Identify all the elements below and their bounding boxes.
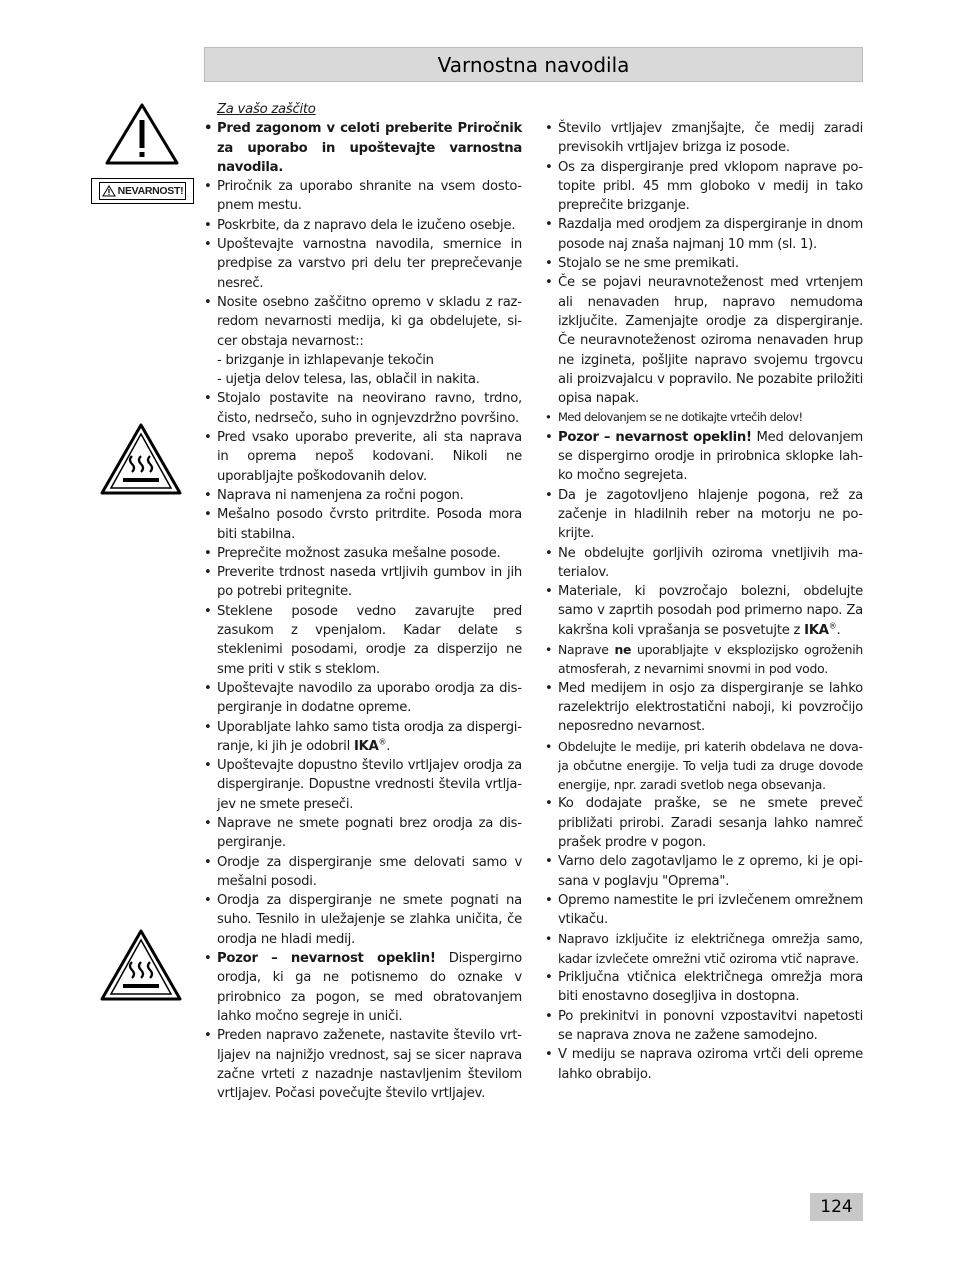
list-item: • Upoštevajte dopustno število vrtljajev orodja za dispergiranje. Dopustne vrednosti števila vrtljajev ne smete preseči. — [204, 756, 522, 814]
list-item: • Naprave ne smete pognati brez orodja za dispergiranje. — [204, 814, 522, 853]
list-item: • Pred vsako uporabo preverite, ali sta naprava in oprema nepoš kodovani. Nikoli ne uporabljajte poškodovanih delov. — [204, 428, 522, 486]
list-item: • Ko dodajate praške, se ne smete preveč približati prirobi. Zaradi sesanja lahko namreč prašek prodre v pogon. — [545, 794, 863, 852]
list-item: • Naprava ni namenjena za ročni pogon. — [204, 486, 522, 505]
small-warning-icon — [102, 185, 116, 197]
right-column — [545, 119, 863, 1084]
list-item: • Priročnik za uporabo shranite na vsem dostopnem mestu. — [204, 177, 522, 216]
page-title-bar — [204, 47, 863, 82]
list-item: • Mešalno posodo čvrsto pritrdite. Posoda mora biti stabilna. — [204, 505, 522, 544]
list-item-text: Uporabljate lahko samo tista orodja za dispergiranje, ki jih je odobril — [217, 719, 522, 754]
page-title: Varnostna navodila — [437, 52, 630, 77]
list-item: • Napravo izključite iz električnega omrežja samo, kadar izvlečete omrežni vtič oziroma vtič naprave. — [545, 929, 863, 968]
page-number — [810, 1193, 863, 1221]
hot-surface-icon — [99, 422, 183, 496]
list-item: • Priključna vtičnica električnega omrežja mora biti enostavno dosegljiva in dostopna. — [545, 968, 863, 1007]
list-item: • Opremo namestite le pri izvlečenem omrežnem vtikaču. — [545, 891, 863, 930]
page-number-text: 124 — [820, 1197, 853, 1217]
list-item: • Preverite trdnost naseda vrtljivih gumbov in jih po potrebi pritegnite. — [204, 563, 522, 602]
danger-label — [91, 178, 194, 204]
list-item: • Orodje za dispergiranje sme delovati samo v mešalni posodi. — [204, 853, 522, 892]
left-column — [204, 100, 522, 1103]
list-item: • Ne obdelujte gorljivih oziroma vnetljivih materialov. — [545, 544, 863, 583]
burn-warning: Pozor – nevarnost opeklin! — [217, 951, 436, 967]
list-item: • Upoštevajte varnostna navodila, smernice in predpise za varstvo pri delu ter preprečevanje nesreč. — [204, 235, 522, 293]
list-item: • V mediju se naprava oziroma vrtči deli opreme lahko obrabijo. — [545, 1045, 863, 1084]
brand-name: IKA — [353, 738, 379, 754]
list-item — [545, 428, 863, 486]
list-item: • Pred zagonom v celoti preberite Priročnik za uporabo in upoštevajte varnostna navodila. — [204, 119, 522, 177]
emphasis: ne — [614, 642, 632, 658]
list-item — [204, 949, 522, 1026]
list-item — [204, 718, 522, 757]
registered-mark: ® — [378, 737, 387, 747]
danger-label-text: NEVARNOST! — [117, 185, 184, 197]
list-item: • Po prekinitvi in ponovni vzpostavitvi napetosti se naprava znova ne zažene samodejno. — [545, 1007, 863, 1046]
list-item-text: Materiale, ki povzročajo bolezni, obdelujte samo v zaprtih posodah pod primerno napo. Za kakršna koli vprašanja se posvetujte z — [558, 584, 863, 638]
list-item: • Varno delo zagotavljamo le z opremo, ki je opisana v poglavju "Oprema". — [545, 852, 863, 891]
list-item: • Nosite osebno zaščitno opremo v skladu z razredom nevarnosti medija, ki ga obdelujete, sicer obstaja nevarnost:: — [204, 293, 522, 351]
list-item — [545, 640, 863, 679]
list-item — [545, 582, 863, 640]
list-item-text: Dispergirno orodja, ki ga ne potisnemo do oznake v prirobnico za pogon, se med obratovanjem lahko močno segreje in uniči. — [217, 951, 522, 1024]
list-item: • Obdelujte le medije, pri katerih obdelava ne dovaja občutne energije. To velja tudi za druge dovode energije, npr. zaradi svetlob nega obsevanja. — [545, 737, 863, 795]
list-item: • Steklene posode vedno zavarujte pred zasukom z vpenjalom. Kadar delate s steklenimi posodami, orodje za disperzijo ne sme priti v stik s steklom. — [204, 602, 522, 679]
list-item: • Da je zagotovljeno hlajenje pogona, rež za začenje in hladilnih reber na motorju ne pokrijte. — [545, 486, 863, 544]
list-item: • Os za dispergiranje pred vklopom naprave potopite pribl. 45 mm globoko v medij in tako preprečite brizganje. — [545, 158, 863, 216]
list-subitem: - ujetja delov telesa, las, oblačil in nakita. — [217, 372, 480, 388]
section-heading: Za vašo zaščito — [217, 102, 316, 117]
list-item: • Stojalo postavite na neovirano ravno, trdno, čisto, nedrsečo, suho in ognjevzdržno površino. — [204, 389, 522, 428]
list-item: • Orodja za dispergiranje ne smete pognati na suho. Tesnilo in uležajenje se zlahka uničita, če orodja ne hladi medij. — [204, 891, 522, 949]
list-item: • Med delovanjem se ne dotikajte vrtečih delov! — [545, 408, 863, 427]
list-item: • Med medijem in osjo za dispergiranje se lahko razelektrijo elektrostatični naboji, ki povzročijo neposredno nevarnost. — [545, 679, 863, 737]
list-item: • Poskrbite, da z napravo dela le izučeno osebje. — [204, 216, 522, 235]
registered-mark: ® — [828, 621, 837, 631]
list-item: • Stojalo se ne sme premikati. — [545, 254, 863, 273]
list-item: • Preprečite možnost zasuka mešalne posode. — [204, 544, 522, 563]
list-item-text: . — [836, 622, 841, 638]
list-item: • Število vrtljajev zmanjšajte, če medij zaradi previsokih vrtljajev brizga iz posode. — [545, 119, 863, 158]
list-item-text: . — [386, 738, 391, 754]
list-item: • Preden napravo zaženete, nastavite število vrtljajev na najnižjo vrednost, saj se sicer naprava začne vrteti z nazadnje nastavljenim številom vrtljajev. Počasi povečujte število vrtljajev. — [204, 1026, 522, 1103]
list-item-text: Naprave — [558, 642, 615, 658]
list-item: • Če se pojavi neuravnoteženost med vrtenjem ali nenavaden hrup, napravo nemudoma izključite. Zamenjajte orodje za dispergiranje. Če neuravnoteženost oziroma nenavaden hrup ne izgineta, pošljite napravo svojemu trgovcu ali proizvajalcu v popravilo. Ne pozabite priložiti opisa napak. — [545, 273, 863, 408]
brand-name: IKA — [804, 622, 829, 638]
list-subitem: - brizganje in izhlapevanje tekočin — [217, 352, 434, 368]
warning-triangle-icon — [104, 102, 180, 166]
hot-surface-icon — [99, 928, 183, 1002]
list-item: • Razdalja med orodjem za dispergiranje in dnom posode naj znaša najmanj 10 mm (sl. 1). — [545, 215, 863, 254]
list-item-text: Med delovanjem se dispergirno orodje in prirobnica sklopke lahko močno segrejeta. — [558, 429, 863, 484]
burn-warning: Pozor – nevarnost opeklin! — [558, 429, 752, 445]
list-item: • Upoštevajte navodilo za uporabo orodja za dispergiranje in dodatne opreme. — [204, 679, 522, 718]
list-item-text: uporabljajte v eksplozijsko ogroženih atmosferah, z nevarnimi snovmi in pod vodo. — [558, 642, 864, 677]
